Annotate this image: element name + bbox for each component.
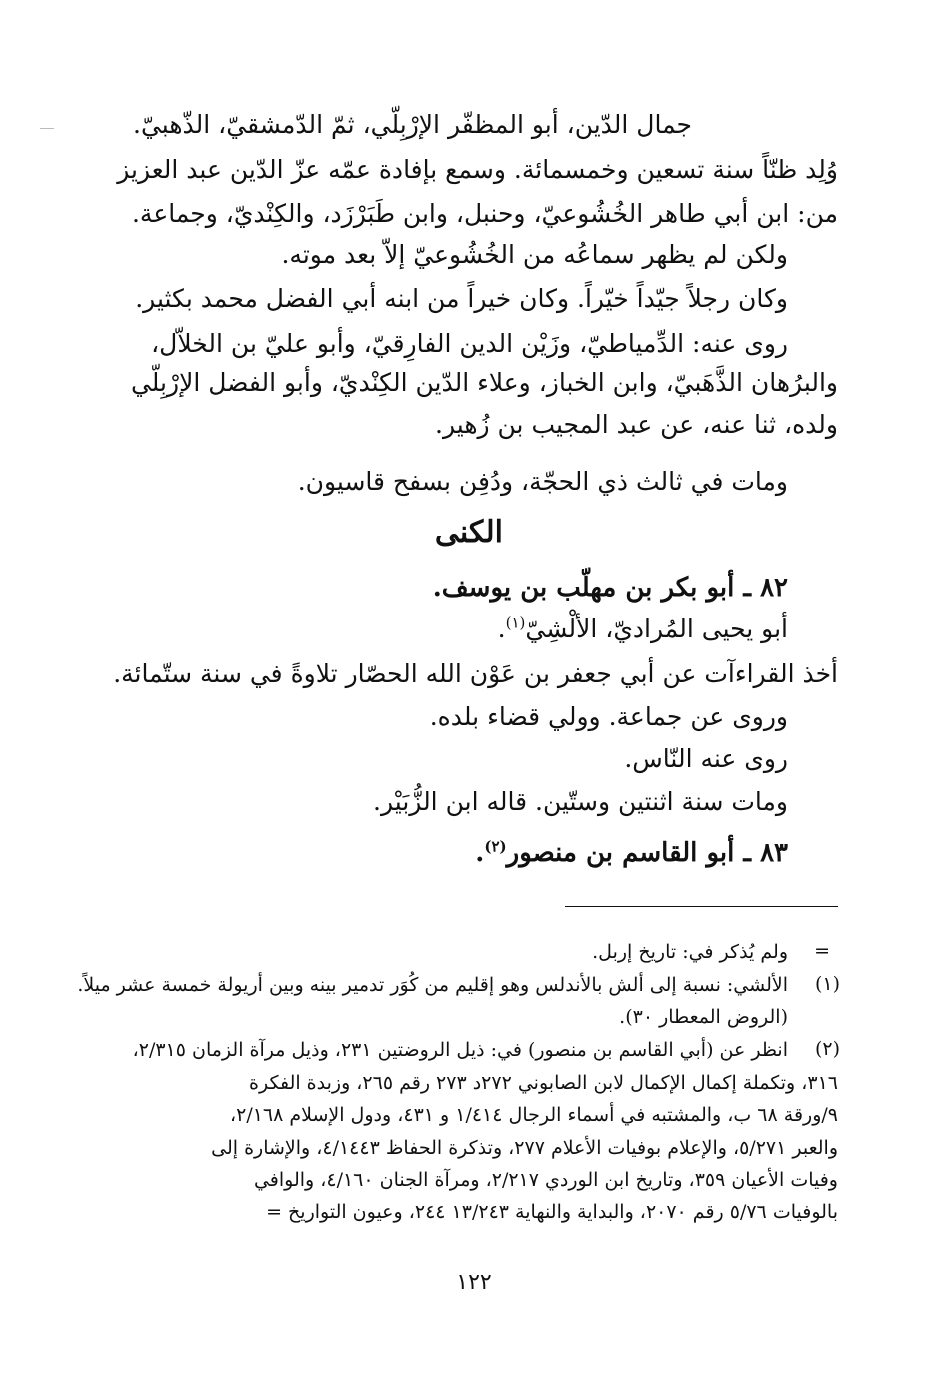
entry-82-line-5: ومات سنة اثنتين وستّين. قاله ابن الزُّبَيْر. (373, 787, 788, 816)
entry-82-line-3: وروى عن جماعة. وولي قضاء بلده. (429, 702, 788, 731)
footnote-2-line-2: ٣١٦، وتكملة إكمال الإكمال لابن الصابوني ٢٧٢د ٢٧٣ رقم ٢٦٥، وزبدة الفكرة (249, 1072, 838, 1094)
entry-83-title: ٨٣ ـ أبو القاسم بن منصور$^{(٢)}$. (475, 837, 788, 868)
entry-82-line-4: روى عنه النّاس. (624, 744, 788, 773)
footnote-2-line-6: بالوفيات ٥/٧٦ رقم ٢٠٧٠، والبداية والنهاية ١٣/٢٤٣ ٢٤٤، وعيون التواريخ = (266, 1201, 838, 1223)
entry-82-title: ٨٢ ـ أبو بكر بن مهلّب بن يوسف. (432, 573, 788, 603)
footnote-continuation-text: ولم يُذكر في: تاريخ إربل. (592, 941, 788, 963)
body-line-3: من: ابن أبي طاهر الخُشُوعيّ، وحنبل، وابن طَبَرْزَد، والكِنْديّ، وجماعة. (131, 199, 838, 228)
footnote-1-line-2: (الروض المعطار ٣٠). (619, 1006, 788, 1028)
entry-82-line-1: أبو يحيى المُراديّ، الألْشِيّ$^{(١)}$. (497, 613, 788, 643)
footnote-continuation-mark: = (814, 940, 830, 962)
footnote-2-line-5: وفيات الأعيان ٣٥٩، وتاريخ ابن الوردي ٢/٢١٧، ومرآة الجنان ٤/١٦٠، والوافي (253, 1169, 838, 1191)
footnote-2-line-4: والعبر ٥/٢٧١، والإعلام بوفيات الأعلام ٢٧٧، وتذكرة الحفاظ ٤/١٤٤٣، والإشارة إلى (211, 1137, 838, 1159)
body-line-7: والبرُهان الذَّهَبيّ، وابن الخباز، وعلاء الدّين الكِنْديّ، وأبو الفضل الإرْبِلّي (130, 368, 838, 397)
footnote-1-line-1: الألشي: نسبة إلى ألش بالأندلس وهو إقليم من كُوَر تدمير بينه وبين أريولة خمسة عشر ميلاً. (77, 974, 788, 996)
page-number: ١٢٢ (456, 1270, 492, 1295)
margin-mark (40, 128, 54, 129)
footnote-2-mark: (٢) (814, 1038, 840, 1060)
section-heading: الكنى (434, 515, 503, 550)
body-line-1: جمال الدّين، أبو المظفّر الإرْبِلّي، ثمّ الدّمشقيّ، الذّهبيّ. (133, 110, 692, 139)
entry-82-line-2: أخذ القراءآت عن أبي جعفر بن عَوْن الله الحصّار تلاوةً في سنة ستّمائة. (113, 659, 838, 688)
footnote-1-mark: (١) (814, 973, 840, 995)
footnote-separator (565, 906, 838, 907)
footnote-2-line-3: ٩/ورقة ٦٨ ب، والمشتبه في أسماء الرجال ١/٤١٤ و ٤٣١، ودول الإسلام ٢/١٦٨، (229, 1104, 838, 1126)
body-line-8: ولده، ثنا عنه، عن عبد المجيب بن زُهير. (435, 410, 838, 439)
body-line-2: وُلِد ظنّاً سنة تسعين وخمسمائة. وسمع بإفادة عمّه عزّ الدّين عبد العزيز (117, 155, 838, 184)
body-line-4: ولكن لم يظهر سماعُه من الخُشُوعيّ إلاّ بعد موته. (281, 240, 788, 269)
body-line-5: وكان رجلاً جيّداً خيّراً. وكان خيراً من ابنه أبي الفضل محمد بكثير. (135, 284, 788, 313)
footnote-ref-1[interactable]: (١) (505, 613, 526, 632)
body-line-9: ومات في ثالث ذي الحجّة، ودُفِن بسفح قاسيون. (297, 467, 788, 496)
footnote-ref-2[interactable]: (٢) (484, 837, 507, 856)
body-line-6: روى عنه: الدِّمياطيّ، وزَيْن الدين الفارِقيّ، وأبو عليّ بن الخلاّل، (151, 329, 788, 358)
footnote-2-line-1: انظر عن (أبي القاسم بن منصور) في: ذيل الروضتين ٢٣١، وذيل مرآة الزمان ٢/٣١٥، (132, 1039, 788, 1061)
